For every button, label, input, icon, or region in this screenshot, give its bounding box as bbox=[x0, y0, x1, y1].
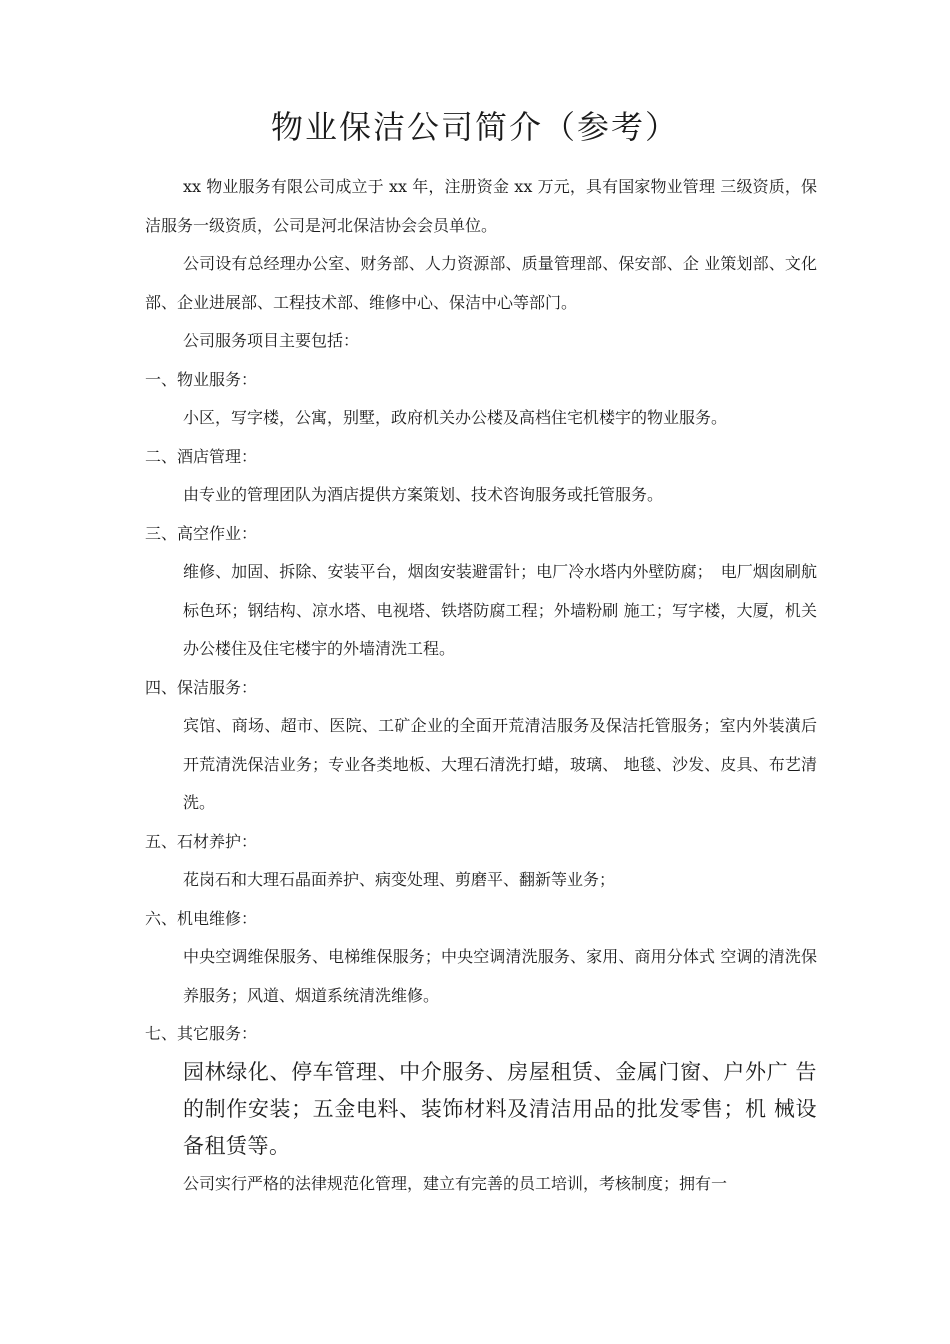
document-body bbox=[145, 168, 817, 1203]
section-heading-7: 七、其它服务： bbox=[145, 1024, 258, 1043]
section-heading-3: 三、高空作业： bbox=[145, 523, 258, 543]
section-heading-6: 六、机电维修： bbox=[145, 908, 258, 928]
section-text-4: 宾馆、商场、超市、医院、工矿企业的全面开荒清洁服务及保洁托管服务；室内外装潢后开荒清洗保洁业务；专业各类地板、大理石清洗打蜡，玻璃、 地毯、沙发、皮具、布艺清洗。 bbox=[183, 716, 817, 812]
intro-paragraph-3: 公司服务项目主要包括： bbox=[183, 331, 360, 350]
intro-paragraph-1: xx 物业服务有限公司成立于 xx 年，注册资金 xx 万元，具有国家物业管理 三级资质，保洁服务一级资质，公司是河北保洁协会会员单位。 bbox=[145, 177, 817, 235]
section-heading-2: 二、酒店管理： bbox=[145, 446, 258, 466]
section-text-7: 园林绿化、停车管理、中介服务、房屋租赁、金属门窗、户外广 告的制作安装；五金电料、装饰材料及清洁用品的批发零售；机 械设备租赁等。 bbox=[183, 1059, 817, 1158]
section-text-6: 中央空调维保服务、电梯维保服务；中央空调清洗服务、家用、商用分体式 空调的清洗保养服务；风道、烟道系统清洗维修。 bbox=[183, 947, 817, 1005]
section-heading-5: 五、石材养护： bbox=[145, 831, 258, 851]
section-text-1: 小区，写字楼，公寓，别墅，政府机关办公楼及高档住宅机楼宇的物业服务。 bbox=[183, 408, 728, 427]
page-title: 物业保洁公司简介（参考） bbox=[270, 108, 679, 146]
section-text-5: 花岗石和大理石晶面养护、病变处理、剪磨平、翻新等业务； bbox=[183, 870, 616, 889]
intro-paragraph-2: 公司设有总经理办公室、财务部、人力资源部、质量管理部、保安部、企 业策划部、文化部、企业进展部、工程技术部、维修中心、保洁中心等部门。 bbox=[145, 254, 817, 312]
section-heading-4: 四、保洁服务： bbox=[145, 677, 258, 697]
section-text-2: 由专业的管理团队为酒店提供方案策划、技术咨询服务或托管服务。 bbox=[183, 485, 664, 504]
section-heading-1: 一、物业服务： bbox=[145, 369, 258, 389]
section-text-3: 维修、加固、拆除、安装平台，烟囱安装避雷针；电厂冷水塔内外壁防腐； 电厂烟囱刷航标色环；钢结构、凉水塔、电视塔、铁塔防腐工程；外墙粉刷 施工；写字楼，大厦，机关办公楼住及住宅楼宇的外墙清洗工程。 bbox=[183, 562, 817, 658]
closing-paragraph: 公司实行严格的法律规范化管理，建立有完善的员工培训，考核制度；拥有一 bbox=[183, 1173, 728, 1193]
